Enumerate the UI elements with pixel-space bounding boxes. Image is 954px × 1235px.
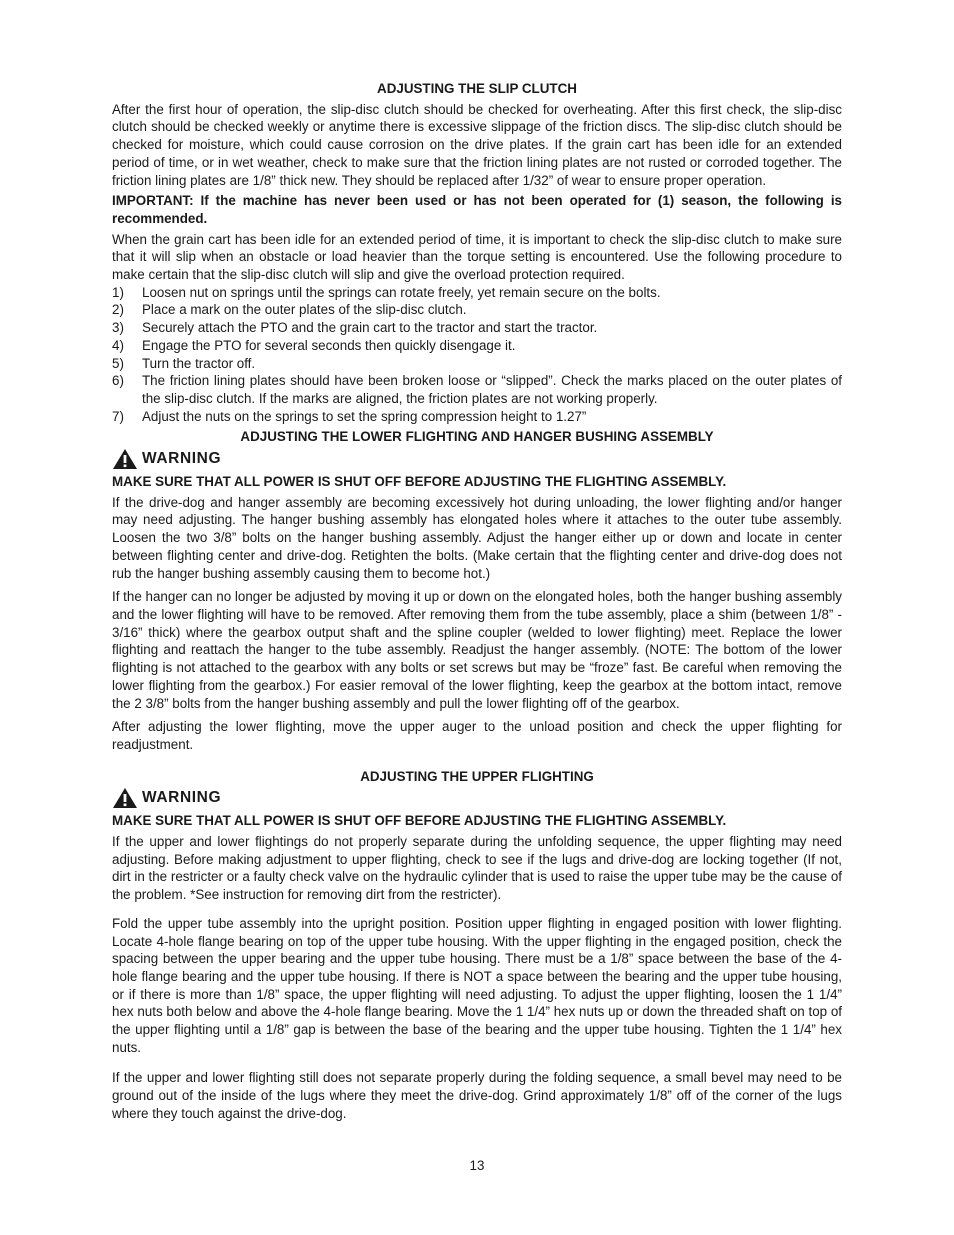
- step-number: 4): [112, 337, 124, 353]
- lower-flighting-heading: ADJUSTING THE LOWER FLIGHTING AND HANGER BUSHING ASSEMBLY: [240, 429, 714, 445]
- warning-word: WARNING: [142, 450, 222, 468]
- upper-warning-text: MAKE SURE THAT ALL POWER IS SHUT OFF BEFORE ADJUSTING THE FLIGHTING ASSEMBLY.: [112, 813, 727, 829]
- step-item: [112, 301, 842, 319]
- warning-word: WARNING: [142, 789, 222, 807]
- procedure-intro: When the grain cart has been idle for an extended period of time, it is important to check the slip-disc clutch to make sure that it will slip when an obstacle or load heavier than the torque setting is encountered. Use the following procedure to make certain that the slip-disc clutch will slip and give the overload protection required.: [112, 231, 842, 283]
- page-number: 13: [469, 1158, 485, 1173]
- step-text: Turn the tractor off.: [142, 355, 256, 371]
- upper-warning-label: [112, 787, 842, 809]
- step-text: Securely attach the PTO and the grain cart to the tractor and start the tractor.: [142, 320, 598, 336]
- step-item: [112, 355, 842, 373]
- step-number: 3): [112, 320, 124, 336]
- slip-clutch-heading: ADJUSTING THE SLIP CLUTCH: [377, 81, 577, 96]
- lower-warning-label: [112, 448, 842, 470]
- step-number: 5): [112, 355, 124, 371]
- step-item: [112, 319, 842, 337]
- warning-triangle-icon: [112, 448, 138, 470]
- procedure-steps: [112, 284, 842, 426]
- lower-warning-text: MAKE SURE THAT ALL POWER IS SHUT OFF BEFORE ADJUSTING THE FLIGHTING ASSEMBLY.: [112, 474, 727, 490]
- step-text: Engage the PTO for several seconds then quickly disengage it.: [142, 337, 516, 353]
- upper-paragraph-2: Fold the upper tube assembly into the upright position. Position upper flighting in engaged position with lower flighting. Locate 4-hole flange bearing on top of the upper tube housing. With the upper flighting in the engaged position, check the spacing between the upper bearing and the upper tube housing. There must be a 1/8” space between the base of the 4-hole flange bearing and the upper tube housing. If there is NOT a space between the bearing and the upper tube housing, or if there is more than 1/8” space, the upper flighting will need adjusting. To adjust the upper flighting, loosen the 1 1/4” hex nuts both below and above the 4-hole flange bearing. Move the 1 1/4” hex nuts up or down the threaded shaft on top of the upper flighting until a 1/8” gap is between the base of the bearing and the upper tube housing. Tighten the 1 1/4” hex nuts.: [112, 915, 842, 1055]
- lower-paragraph-2: If the hanger can no longer be adjusted by moving it up or down on the elongated holes, both the hanger bushing assembly and the lower flighting will have to be removed. After removing them from the tube assembly, place a shim (between 1/8” - 3/16” thick) where the gearbox output shaft and the spline coupler (welded to lower flighting) meet. Replace the lower flighting and reattach the hanger to the tube assembly. Readjust the hanger assembly. (NOTE: The bottom of the lower flighting is not attached to the gearbox with any bolts or set screws but may be “froze” fast. Be careful when removing the lower flighting from the gearbox.) For easier removal of the lower flighting, keep the gearbox at the bottom intact, remove the 2 3/8” bolts from the hanger bushing assembly and pull the lower flighting off of the gearbox.: [112, 589, 842, 711]
- step-number: 7): [112, 408, 124, 424]
- manual-page: [112, 80, 842, 1123]
- important-note: IMPORTANT: If the machine has never been used or has not been operated for (1) season, the following is recommended.: [112, 193, 842, 226]
- upper-flighting-heading: ADJUSTING THE UPPER FLIGHTING: [360, 768, 594, 784]
- slip-clutch-intro: After the first hour of operation, the slip-disc clutch should be checked for overheating. After this first check, the slip-disc clutch should be checked weekly or anytime there is excessive slippage of the friction discs. The slip-disc clutch should be checked for moisture, which could cause corrosion on the drive plates. If the grain cart has been idle for an extended period of time, or in wet weather, check to make sure that the friction lining plates are not rusted or corroded together. The friction lining plates are 1/8” thick new. They should be replaced after 1/32” of wear to ensure proper operation.: [112, 101, 842, 188]
- step-text: The friction lining plates should have been broken loose or “slipped”. Check the marks placed on the outer plates of the slip-disc clutch. If the marks are aligned, the friction plates are not working properly.: [142, 373, 842, 406]
- step-number: 1): [112, 284, 124, 300]
- step-item: [112, 408, 842, 426]
- step-item: [112, 372, 842, 407]
- step-number: 2): [112, 302, 124, 318]
- step-item: [112, 337, 842, 355]
- step-text: Adjust the nuts on the springs to set the spring compression height to 1.27”: [142, 408, 587, 424]
- step-text: Loosen nut on springs until the springs can rotate freely, yet remain secure on the bolts.: [142, 284, 661, 300]
- step-text: Place a mark on the outer plates of the slip-disc clutch.: [142, 302, 467, 318]
- upper-paragraph-3: If the upper and lower flighting still does not separate properly during the folding sequence, a small bevel may need to be ground out of the inside of the lugs where they meet the drive-dog. Grind approximately 1/8” off of the corner of the lugs where they touch against the drive-dog.: [112, 1070, 842, 1121]
- step-number: 6): [112, 373, 124, 389]
- lower-paragraph-1: If the drive-dog and hanger assembly are becoming excessively hot during unloading, the lower flighting and/or hanger may need adjusting. The hanger bushing assembly has elongated holes where it attaches to the outer tube assembly. Loosen the two 3/8” bolts on the hanger bushing assembly. Adjust the hanger either up or down and locate in center between flighting center and drive-dog. Retighten the bolts. (Make certain that the flighting center and drive-dog does not rub the hanger bushing assembly causing them to become hot.): [112, 494, 842, 581]
- lower-paragraph-3: After adjusting the lower flighting, move the upper auger to the unload position and check the upper flighting for readjustment.: [112, 719, 842, 752]
- warning-triangle-icon: [112, 787, 138, 809]
- step-item: [112, 284, 842, 302]
- upper-paragraph-1: If the upper and lower flightings do not properly separate during the unfolding sequence, the upper flighting may need adjusting. Before making adjustment to upper flighting, check to see if the lugs and drive-dog are locking together (If not, dirt in the restricter or a faulty check valve on the hydraulic cylinder that is used to raise the upper tube may be the cause of the problem. *See instruction for removing dirt from the restricter).: [112, 834, 842, 903]
